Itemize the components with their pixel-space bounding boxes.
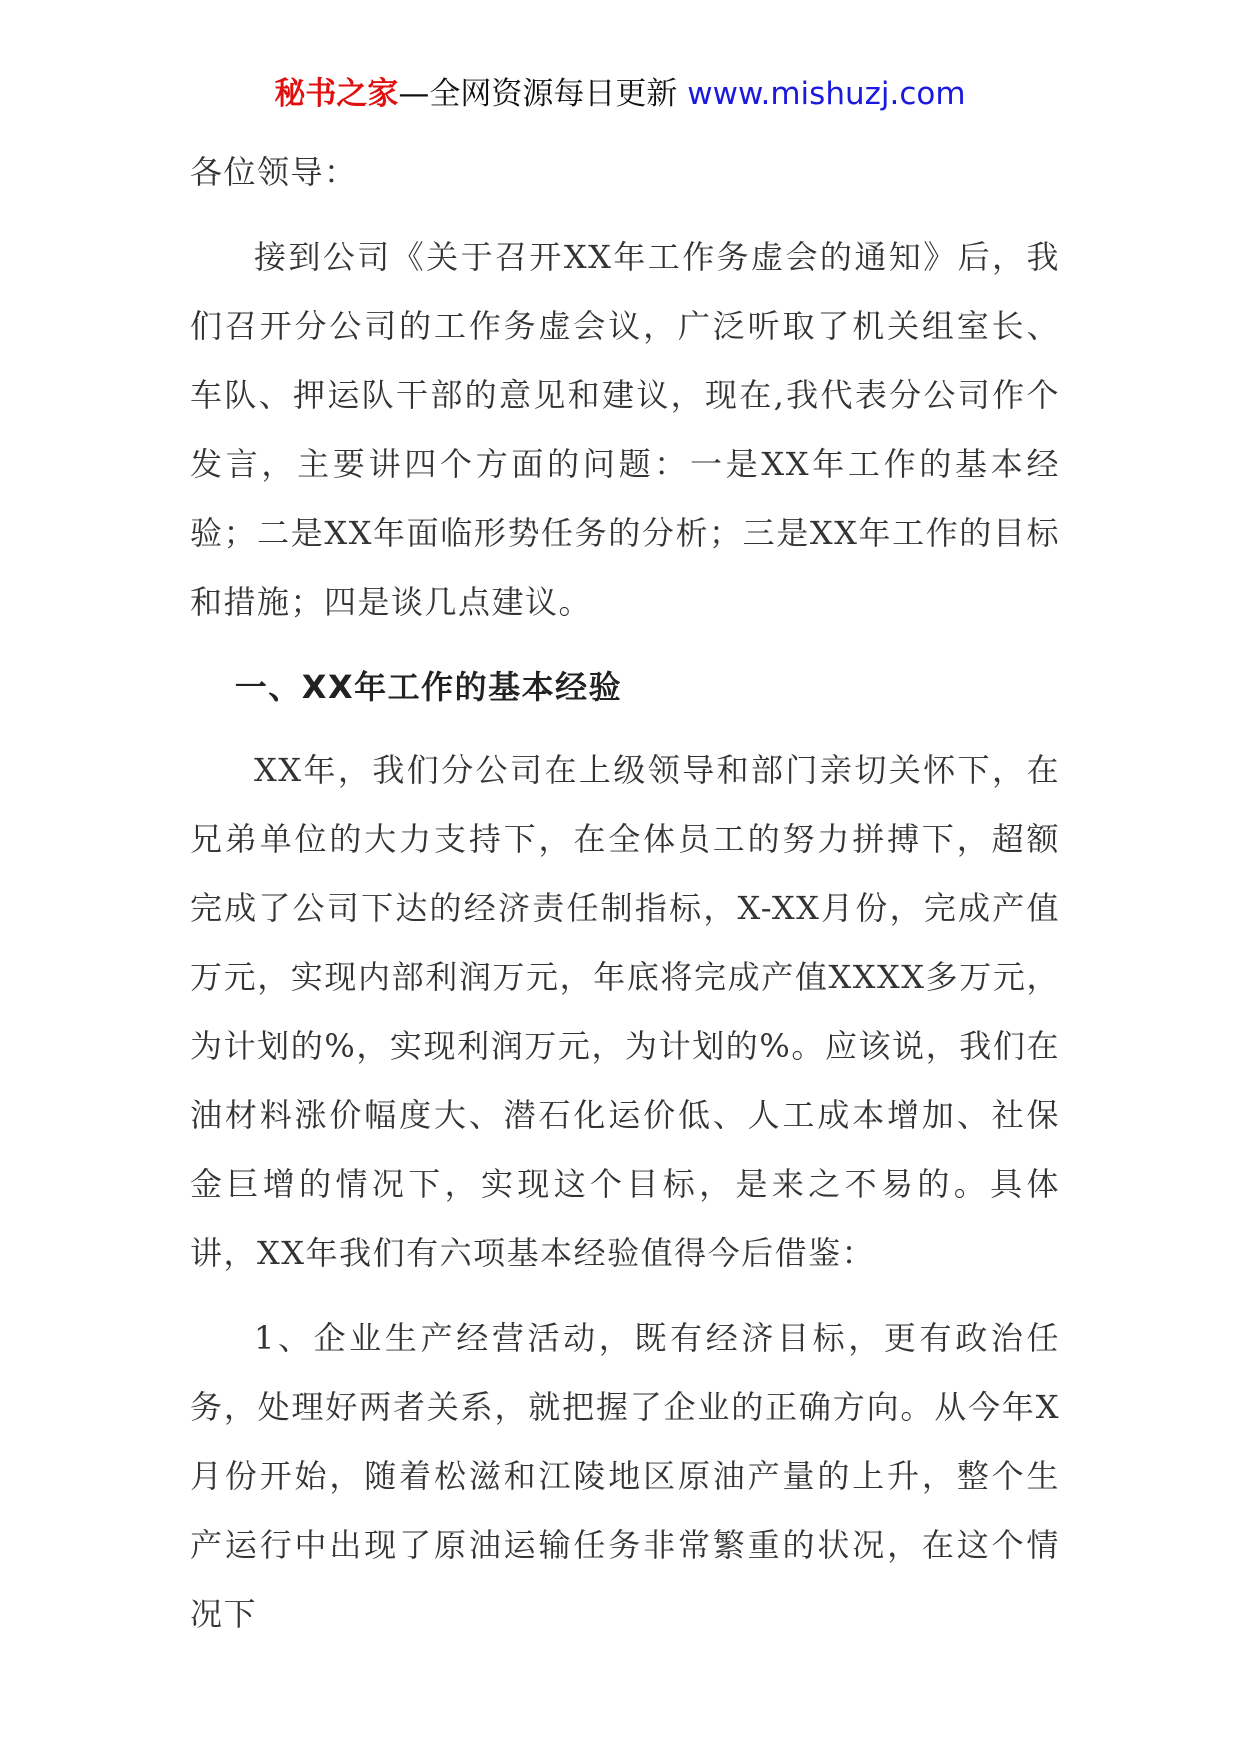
site-header	[0, 70, 1240, 118]
document-body	[190, 138, 1060, 1649]
site-tagline: —全网资源每日更新	[398, 76, 678, 112]
salutation: 各位领导：	[190, 153, 358, 191]
body-paragraph: 1、企业生产经营活动，既有经济目标，更有政治任务，处理好两者关系，就把握了企业的正确方向。从今年X月份开始，随着松滋和江陵地区原油产量的上升，整个生产运行中出现了原油运输任务非常繁重的状况，在这个情况下	[190, 1319, 1060, 1633]
site-url-link[interactable]: www.mishuzj.com	[687, 76, 966, 112]
section-heading: 一、XX年工作的基本经验	[234, 668, 623, 706]
site-brand: 秘书之家	[274, 76, 399, 112]
body-paragraph: XX年，我们分公司在上级领导和部门亲切关怀下，在兄弟单位的大力支持下，在全体员工的努力拼搏下，超额完成了公司下达的经济责任制指标，X-XX月份，完成产值万元，实现内部利润万元，年底将完成产值XXXX多万元，为计划的%，实现利润万元，为计划的%。应该说，我们在油材料涨价幅度大、潜石化运价低、人工成本增加、社保金巨增的情况下，实现这个目标，是来之不易的。具体讲，XX年我们有六项基本经验值得今后借鉴：	[190, 751, 1060, 1272]
intro-paragraph: 接到公司《关于召开XX年工作务虚会的通知》后，我们召开分公司的工作务虚会议，广泛听取了机关组室长、车队、押运队干部的意见和建议，现在,我代表分公司作个发言，主要讲四个方面的问题：一是XX年工作的基本经验；二是XX年面临形势任务的分析；三是XX年工作的目标和措施；四是谈几点建议。	[190, 238, 1060, 621]
